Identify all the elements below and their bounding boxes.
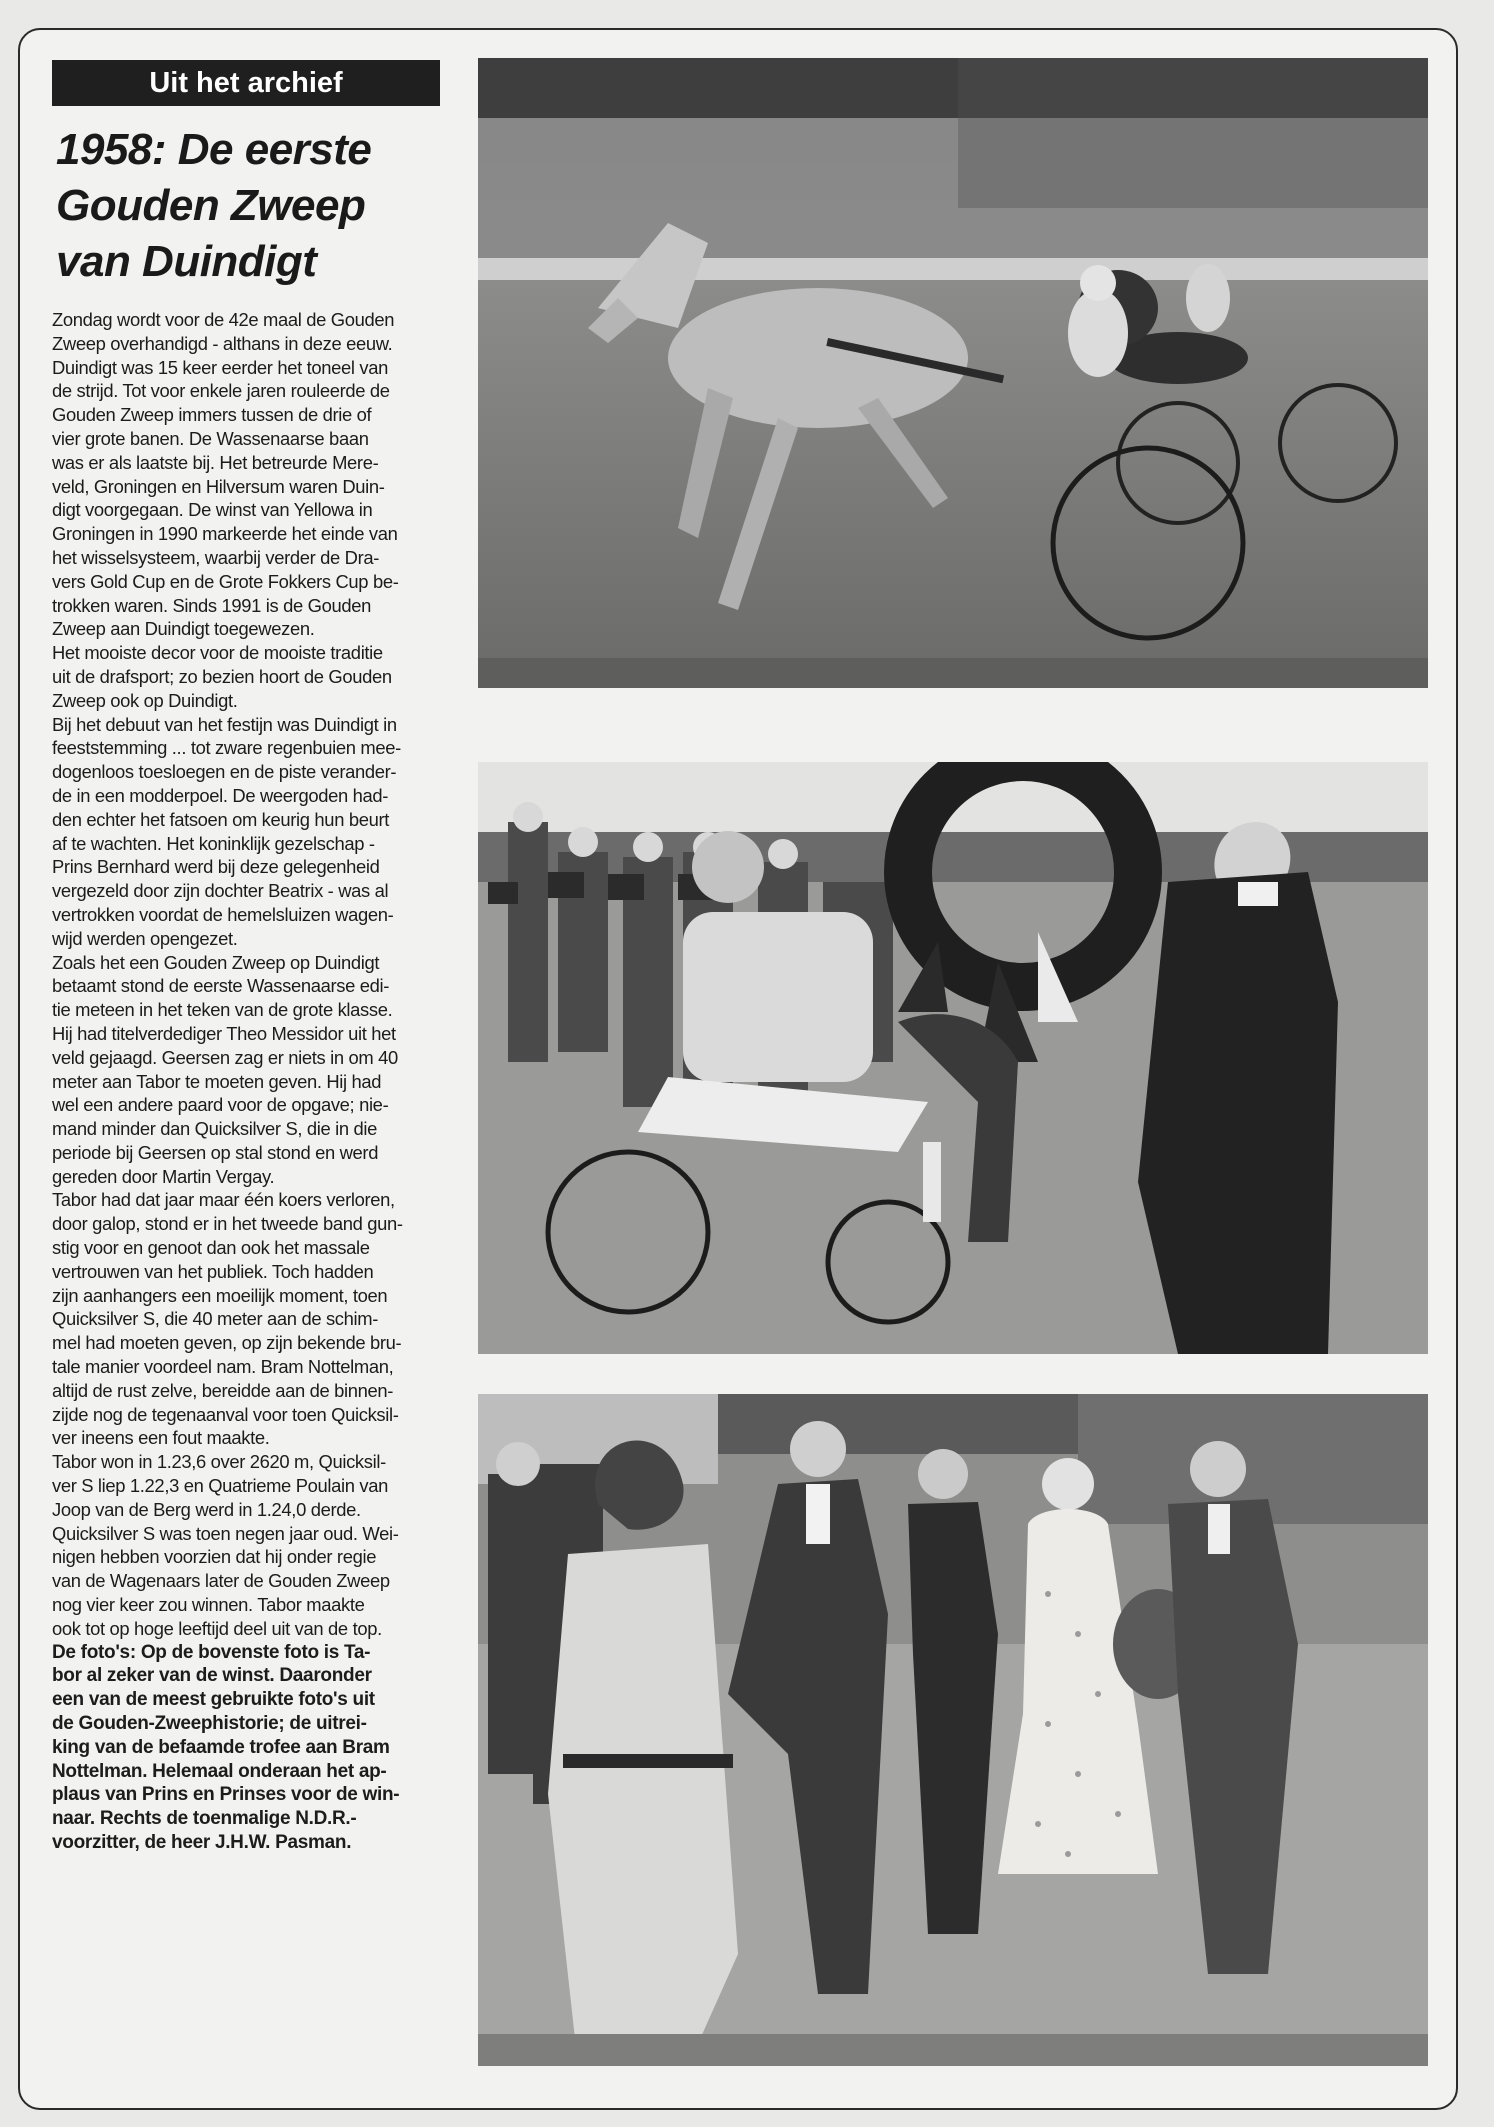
headline-line: van Duindigt (56, 237, 317, 286)
body-line: nigen hebben voorzien dat hij onder regie (52, 1546, 377, 1568)
caption-line: de Gouden-Zweephistorie; de uitrei- (52, 1713, 367, 1735)
caption-line: Nottelman. Helemaal onderaan het ap- (52, 1760, 387, 1782)
body-line: was er als laatste bij. Het betreurde Mere- (52, 451, 379, 473)
body-line: Quicksilver S was toen negen jaar oud. Wei- (52, 1522, 399, 1544)
body-line: dogenloos toesloegen en de piste verander- (52, 761, 397, 783)
body-line: Tabor had dat jaar maar één koers verloren, (52, 1189, 395, 1211)
caption-line: De foto's: Op de bovenste foto is Ta- (52, 1641, 371, 1663)
caption-line: king van de befaamde trofee aan Bram (52, 1736, 390, 1758)
body-line: Bij het debuut van het festijn was Duindigt in (52, 713, 397, 735)
body-line: den echter het fatsoen om keurig hun beurt (52, 808, 389, 830)
body-line: Tabor won in 1.23,6 over 2620 m, Quicksil- (52, 1451, 386, 1473)
body-line: vergezeld door zijn dochter Beatrix - was al (52, 880, 389, 902)
body-line: ver ineens een fout maakte. (52, 1427, 270, 1449)
photo-royal-applause (478, 1394, 1428, 2066)
body-line: digt voorgegaan. De winst van Yellowa in (52, 499, 373, 521)
body-line: Zondag wordt voor de 42e maal de Gouden (52, 309, 395, 330)
body-line: vertrokken voordat de hemelsluizen wagen- (52, 903, 394, 925)
body-line: Het mooiste decor voor de mooiste traditie (52, 642, 383, 664)
article-column (52, 60, 444, 1855)
body-line: Zweep ook op Duindigt. (52, 689, 238, 711)
body-line: mand minder dan Quicksilver S, die in die (52, 1118, 378, 1140)
body-line: Zweep aan Duindigt toegewezen. (52, 618, 315, 640)
body-line: gereden door Martin Vergay. (52, 1165, 275, 1187)
body-line: altijd de rust zelve, bereidde aan de binnen- (52, 1379, 394, 1401)
body-line: Prins Bernhard werd bij deze gelegenheid (52, 856, 380, 878)
body-line: het wisselsysteem, waarbij verder de Dra- (52, 546, 380, 568)
body-line: Duindigt was 15 keer eerder het toneel van (52, 356, 388, 378)
body-line: de in een modderpoel. De weergoden had- (52, 784, 389, 806)
caption-line: voorzitter, de heer J.H.W. Pasman. (52, 1832, 352, 1853)
body-line: veld, Groningen en Hilversum waren Duin- (52, 475, 385, 497)
caption-line: bor al zeker van de winst. Daaronder (52, 1665, 372, 1687)
body-line: stig voor en genoot dan ook het massale (52, 1237, 370, 1259)
photo-wreath-ceremony (478, 762, 1428, 1354)
headline-line: 1958: De eerste (56, 125, 372, 174)
body-line: van de Wagenaars later de Gouden Zweep (52, 1570, 390, 1592)
caption-line: een van de meest gebruikte foto's uit (52, 1689, 375, 1711)
headline-line: Gouden Zweep (56, 181, 366, 230)
body-line: Joop van de Berg werd in 1.24,0 derde. (52, 1498, 361, 1520)
body-line: wel een andere paard voor de opgave; nie- (52, 1094, 389, 1116)
body-line: veld gejaagd. Geersen zag er niets in om 40 (52, 1046, 398, 1068)
caption-line: naar. Rechts de toenmalige N.D.R.- (52, 1808, 357, 1830)
section-label: Uit het archief (52, 60, 440, 106)
body-line: feeststemming ... tot zware regenbuien mee- (52, 737, 401, 759)
body-line: de strijd. Tot voor enkele jaren rouleerde de (52, 380, 390, 402)
previous-page-bleed (110, 0, 1440, 30)
body-line: zijn aanhangers een moeilijk moment, toen (52, 1284, 388, 1306)
body-line: vers Gold Cup en de Grote Fokkers Cup be- (52, 570, 399, 592)
caption-line: plaus van Prins en Prinses voor de win- (52, 1784, 400, 1806)
headline (56, 122, 444, 290)
body-line: tale manier voordeel nam. Bram Nottelman, (52, 1356, 394, 1378)
body-line: vier grote banen. De Wassenaarse baan (52, 427, 369, 449)
body-line: wijd werden opengezet. (52, 927, 238, 949)
body-line: meter aan Tabor te moeten geven. Hij had (52, 1070, 382, 1092)
body-line: af te wachten. Het koninklijk gezelschap - (52, 832, 375, 854)
body-line: ook tot op hoge leeftijd deel uit van de top. (52, 1617, 382, 1639)
photo-caption (52, 1641, 444, 1855)
article-body (52, 308, 444, 1641)
body-line: Zweep overhandigd - althans in deze eeuw. (52, 332, 393, 354)
body-line: trokken waren. Sinds 1991 is de Gouden (52, 594, 371, 616)
body-line: betaamt stond de eerste Wassenaarse edi- (52, 975, 389, 997)
body-line: door galop, stond er in het tweede band gun- (52, 1213, 403, 1235)
body-line: zijde nog de tegenaanval voor toen Quicksil- (52, 1403, 399, 1425)
body-line: periode bij Geersen op stal stond en werd (52, 1141, 379, 1163)
body-line: Quicksilver S, die 40 meter aan de schim- (52, 1308, 379, 1330)
body-line: Hij had titelverdediger Theo Messidor uit het (52, 1022, 396, 1044)
body-line: mel had moeten geven, op zijn bekende bru- (52, 1332, 402, 1354)
body-line: nog vier keer zou winnen. Tabor maakte (52, 1594, 365, 1616)
body-line: tie meteen in het teken van de grote klasse. (52, 999, 393, 1021)
body-line: vertrouwen van het publiek. Toch hadden (52, 1260, 374, 1282)
body-line: Zoals het een Gouden Zweep op Duindigt (52, 951, 380, 973)
body-line: Groningen in 1990 markeerde het einde van (52, 523, 398, 545)
body-line: Gouden Zweep immers tussen de drie of (52, 404, 372, 426)
photo-race-finish (478, 58, 1428, 688)
body-line: uit de drafsport; zo bezien hoort de Gouden (52, 665, 392, 687)
body-line: ver S liep 1.22,3 en Quatrieme Poulain van (52, 1475, 388, 1497)
